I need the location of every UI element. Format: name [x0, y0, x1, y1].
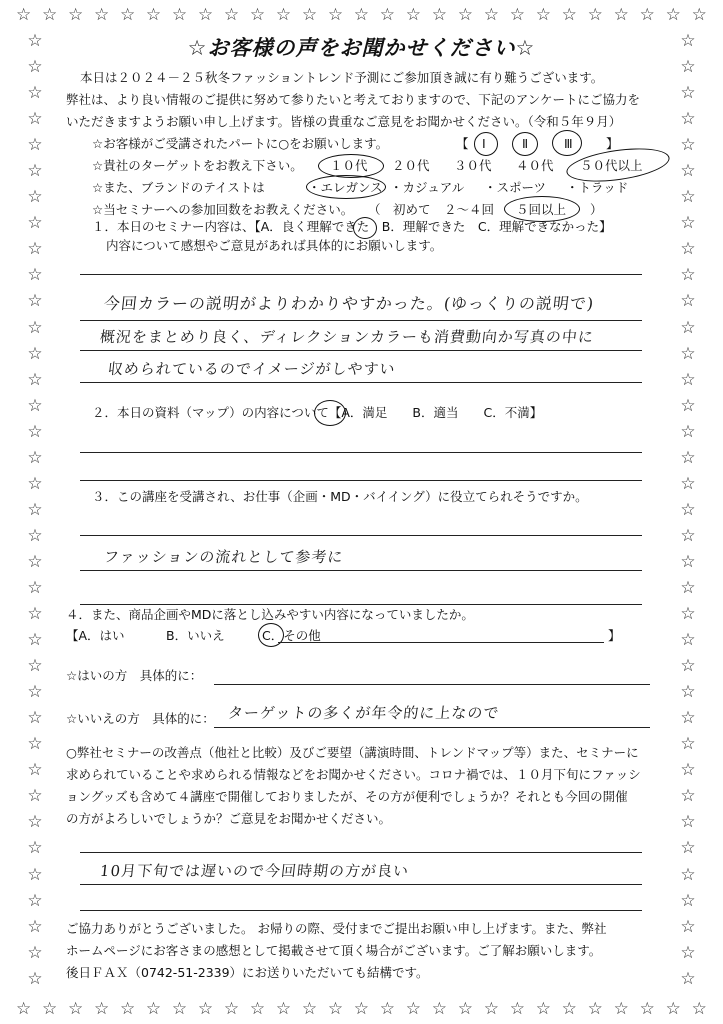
border-star-icon: ☆ — [27, 708, 43, 729]
border-star-icon: ☆ — [379, 5, 396, 25]
border-star-icon: ☆ — [680, 734, 696, 755]
visits-2-4[interactable]: ２～４回 — [444, 202, 495, 217]
border-star-icon: ☆ — [249, 999, 266, 1019]
border-star-icon: ☆ — [171, 999, 188, 1019]
border-star-icon: ☆ — [27, 83, 43, 104]
border-star-icon: ☆ — [680, 656, 696, 677]
border-star-icon: ☆ — [680, 109, 696, 130]
border-star-icon: ☆ — [67, 999, 84, 1019]
border-star-icon: ☆ — [680, 838, 696, 859]
border-star-icon: ☆ — [93, 999, 110, 1019]
border-star-icon: ☆ — [119, 5, 136, 25]
border-star-icon: ☆ — [431, 999, 447, 1019]
taste-elegance-circle-mark — [306, 175, 386, 199]
border-star-icon: ☆ — [27, 499, 43, 520]
border-star-icon: ☆ — [27, 161, 43, 182]
visits-5-plus[interactable]: ５回以上 — [516, 202, 567, 217]
q2-line-1 — [80, 452, 642, 453]
border-star-icon: ☆ — [680, 213, 696, 234]
border-star-icon: ☆ — [27, 760, 43, 781]
q5-line-a — [80, 852, 642, 853]
border-star-icon: ☆ — [27, 838, 43, 859]
target-40s[interactable]: ４０代 — [516, 158, 554, 173]
border-star-icon: ☆ — [27, 630, 43, 651]
q3-question: ３．この講座を受講され、お仕事（企画・MD・バイイング）に役立てられそうですか。 — [92, 489, 588, 504]
border-star-icon: ☆ — [680, 916, 696, 937]
border-star-icon: ☆ — [27, 604, 43, 625]
q4-other-line — [278, 642, 604, 643]
border-star-icon: ☆ — [587, 5, 603, 25]
border-star-icon: ☆ — [680, 708, 696, 729]
border-star-icon: ☆ — [535, 999, 551, 1019]
border-star-icon: ☆ — [680, 395, 696, 416]
border-star-icon: ☆ — [41, 999, 58, 1019]
border-star-icon: ☆ — [27, 369, 43, 390]
border-star-icon: ☆ — [680, 682, 696, 703]
border-star-icon: ☆ — [680, 499, 696, 520]
target-50s-plus[interactable]: ５０代以上 — [580, 158, 643, 173]
border-star-icon: ☆ — [680, 760, 696, 781]
border-star-icon: ☆ — [587, 999, 603, 1019]
q1-line-1 — [80, 274, 642, 275]
border-star-icon: ☆ — [680, 57, 696, 78]
border-star-icon: ☆ — [41, 5, 58, 25]
left-star-border — [24, 30, 46, 990]
border-star-icon: ☆ — [680, 864, 696, 885]
taste-sports[interactable]: ・スポーツ — [484, 180, 547, 195]
border-star-icon: ☆ — [680, 447, 696, 468]
border-star-icon: ☆ — [27, 291, 43, 312]
border-star-icon: ☆ — [680, 942, 696, 963]
q4-close: 】 — [608, 628, 621, 643]
border-star-icon: ☆ — [680, 369, 696, 390]
closing-line-3: 後日ＦＡＸ（0742-51-2339）にお送りいただいても結構です。 — [66, 965, 429, 980]
border-star-icon: ☆ — [680, 421, 696, 442]
border-star-icon: ☆ — [680, 31, 696, 51]
border-star-icon: ☆ — [613, 5, 629, 25]
border-star-icon: ☆ — [327, 5, 344, 25]
q3-answer: ファッションの流れとして参考に — [103, 548, 345, 566]
border-star-icon: ☆ — [680, 551, 696, 572]
border-star-icon: ☆ — [27, 577, 43, 598]
border-star-icon: ☆ — [27, 525, 43, 546]
border-star-icon: ☆ — [27, 942, 43, 963]
survey-title: ☆お客様の声をお聞かせください☆ — [187, 36, 536, 60]
q1-line-2 — [80, 320, 642, 321]
border-star-icon: ☆ — [223, 5, 240, 25]
q4-question: ４．また、商品企画やMDに落とし込みやすい内容になっていましたか。 — [66, 607, 474, 622]
q1-answer-line-1: 今回カラーの説明がよりわかりやすかった。(ゆっくりの説明で) — [102, 294, 596, 313]
q1-b-circle-mark — [353, 217, 377, 239]
border-star-icon: ☆ — [379, 999, 396, 1019]
border-star-icon: ☆ — [27, 239, 43, 260]
border-star-icon: ☆ — [639, 5, 655, 25]
border-star-icon: ☆ — [680, 577, 696, 598]
q1-answer-line-3: 収められているのでイメージがしやすい — [107, 360, 397, 378]
border-star-icon: ☆ — [119, 999, 136, 1019]
intro-line-1: 本日は２０２４－２５秋冬ファッショントレンド予測にご参加頂き誠に有り難うございます。 — [80, 70, 604, 85]
border-star-icon: ☆ — [613, 999, 629, 1019]
closing-line-2: ホームページにお客さまの感想として掲載させて頂く場合がございます。ご了解お願いします。 — [66, 943, 602, 958]
border-star-icon: ☆ — [680, 786, 696, 807]
border-star-icon: ☆ — [457, 999, 473, 1019]
q5-line-4: の方がよろしいでしょうか？ご意見をお聞かせください。 — [66, 811, 392, 826]
intro-line-2: 弊社は、より良い情報のご提供に努めて参りたいと考えておりますので、下記のアンケートにご協力を — [66, 92, 641, 107]
border-star-icon: ☆ — [680, 135, 696, 156]
border-star-icon: ☆ — [67, 5, 84, 25]
border-star-icon: ☆ — [27, 786, 43, 807]
q5-answer: 10月下旬では遅いので今回時期の方が良い — [99, 862, 410, 880]
border-star-icon: ☆ — [680, 630, 696, 651]
target-10s[interactable]: １０代 — [330, 158, 368, 173]
border-star-icon: ☆ — [197, 999, 214, 1019]
border-star-icon: ☆ — [27, 187, 43, 208]
border-star-icon: ☆ — [680, 525, 696, 546]
q2-line-2 — [80, 480, 642, 481]
part-label: ☆お客様がご受講されたパートに○をお願いします。 — [92, 136, 389, 151]
border-star-icon: ☆ — [353, 5, 370, 25]
border-star-icon: ☆ — [680, 291, 696, 312]
border-star-icon: ☆ — [27, 551, 43, 572]
border-star-icon: ☆ — [27, 447, 43, 468]
q5-line-c — [80, 910, 642, 911]
border-star-icon: ☆ — [27, 864, 43, 885]
border-star-icon: ☆ — [27, 656, 43, 677]
border-star-icon: ☆ — [483, 5, 499, 25]
q4-c-circle-mark — [258, 623, 284, 647]
q5-line-3: ョングッズも含めて４講座で開催しておりましたが、その方が便利でしょうか？それとも今回の開催 — [66, 789, 628, 804]
q4-option-yes[interactable]: 【A．はい — [66, 628, 125, 643]
border-star-icon: ☆ — [509, 999, 525, 1019]
q4-option-other[interactable]: C．その他 — [262, 628, 321, 643]
border-star-icon: ☆ — [509, 5, 525, 25]
border-star-icon: ☆ — [301, 999, 318, 1019]
border-star-icon: ☆ — [680, 265, 696, 286]
q1-question: １．本日のセミナー内容は、【A．良く理解できた B．理解できた C．理解できなかった】 — [92, 219, 612, 234]
q4-no-line — [214, 727, 650, 728]
q4-yes-label: ☆はいの方 具体的に： — [66, 668, 203, 683]
q2-a-circle-mark — [314, 400, 346, 426]
border-star-icon: ☆ — [680, 343, 696, 364]
border-star-icon: ☆ — [27, 916, 43, 937]
border-star-icon: ☆ — [680, 473, 696, 494]
border-star-icon: ☆ — [27, 734, 43, 755]
right-star-border — [677, 30, 699, 990]
border-star-icon: ☆ — [405, 5, 422, 25]
top-star-border — [0, 4, 723, 26]
visits-close: ） — [590, 202, 603, 217]
border-star-icon: ☆ — [27, 57, 43, 78]
border-star-icon: ☆ — [535, 5, 551, 25]
q2-question: ２．本日の資料（マップ）の内容について【A．満足 B．適当 C．不満】 — [92, 405, 543, 420]
taste-casual[interactable]: ・カジュアル — [390, 180, 465, 195]
border-star-icon: ☆ — [27, 682, 43, 703]
border-star-icon: ☆ — [27, 31, 43, 51]
border-star-icon: ☆ — [93, 5, 110, 25]
border-star-icon: ☆ — [665, 5, 681, 25]
border-star-icon: ☆ — [327, 999, 344, 1019]
part-option-2[interactable]: Ⅱ — [522, 136, 529, 151]
border-star-icon: ☆ — [275, 999, 292, 1019]
border-star-icon: ☆ — [145, 5, 162, 25]
border-star-icon: ☆ — [691, 999, 707, 1019]
q3-line-1 — [80, 535, 642, 536]
border-star-icon: ☆ — [561, 999, 577, 1019]
border-star-icon: ☆ — [27, 135, 43, 156]
part-close: 】 — [606, 136, 619, 151]
target-label: ☆貴社のターゲットをお教え下さい。 — [92, 158, 303, 173]
target-20s[interactable]: ２０代 — [392, 158, 430, 173]
border-star-icon: ☆ — [680, 604, 696, 625]
border-star-icon: ☆ — [483, 999, 499, 1019]
border-star-icon: ☆ — [27, 812, 43, 833]
border-star-icon: ☆ — [249, 5, 266, 25]
q4-yes-line — [214, 684, 650, 685]
border-star-icon: ☆ — [223, 999, 240, 1019]
border-star-icon: ☆ — [680, 239, 696, 260]
q4-no-label: ☆いいえの方 具体的に： — [66, 711, 215, 726]
border-star-icon: ☆ — [27, 213, 43, 234]
part-open: 【 — [456, 136, 469, 151]
part-option-3[interactable]: Ⅲ — [564, 136, 573, 151]
border-star-icon: ☆ — [16, 5, 32, 25]
border-star-icon: ☆ — [353, 999, 370, 1019]
q5-line-2: 求められていることや求められる情報などをお聞かせください。コロナ禍では、１０月下旬にファッシ — [66, 767, 641, 782]
border-star-icon: ☆ — [680, 812, 696, 833]
q4-no-answer: ターゲットの多くが年令的に上なので — [227, 704, 501, 722]
q3-line-2 — [80, 570, 642, 571]
border-star-icon: ☆ — [431, 5, 447, 25]
part-1-circle-mark — [474, 132, 498, 156]
taste-trad[interactable]: ・トラッド — [566, 180, 629, 195]
border-star-icon: ☆ — [680, 83, 696, 104]
q3-line-3 — [80, 604, 642, 605]
taste-label: ☆また、ブランドのテイストは — [92, 180, 265, 195]
q1-answer-line-2: 概況をまとめり良く、ディレクションカラーも消費動向か写真の中に — [99, 328, 595, 346]
border-star-icon: ☆ — [561, 5, 577, 25]
visits-first[interactable]: （ 初めて — [368, 202, 431, 217]
part-option-1[interactable]: Ⅰ — [482, 136, 486, 151]
q1-sub: 内容について感想やご意見があれば具体的にお願いします。 — [106, 238, 443, 253]
closing-line-1: ご協力ありがとうございました。 お帰りの際、受付までご提出お願い申し上げます。また、弊社 — [66, 921, 607, 936]
border-star-icon: ☆ — [680, 317, 696, 338]
border-star-icon: ☆ — [665, 999, 681, 1019]
border-star-icon: ☆ — [680, 187, 696, 208]
border-star-icon: ☆ — [680, 890, 696, 911]
border-star-icon: ☆ — [27, 968, 43, 989]
border-star-icon: ☆ — [680, 161, 696, 182]
border-star-icon: ☆ — [27, 109, 43, 130]
q1-line-3 — [80, 350, 642, 351]
border-star-icon: ☆ — [405, 999, 422, 1019]
bottom-star-border — [0, 998, 723, 1020]
border-star-icon: ☆ — [639, 999, 655, 1019]
visits-label: ☆当セミナーへの参加回数をお教えください。 — [92, 202, 354, 217]
border-star-icon: ☆ — [691, 5, 707, 25]
border-star-icon: ☆ — [27, 317, 43, 338]
border-star-icon: ☆ — [27, 421, 43, 442]
border-star-icon: ☆ — [16, 999, 32, 1019]
target-30s[interactable]: ３０代 — [454, 158, 492, 173]
taste-elegance[interactable]: ・エレガンス — [308, 180, 383, 195]
q5-line-1: ○弊社セミナーの改善点（他社と比較）及びご要望（講演時間、トレンドマップ等）また、セミナーに — [66, 745, 639, 760]
q5-line-b — [80, 884, 642, 885]
border-star-icon: ☆ — [171, 5, 188, 25]
part-2-circle-mark — [512, 132, 538, 156]
border-star-icon: ☆ — [27, 265, 43, 286]
border-star-icon: ☆ — [301, 5, 318, 25]
part-3-circle-mark — [552, 130, 582, 156]
border-star-icon: ☆ — [680, 968, 696, 989]
q4-option-no[interactable]: B．いいえ — [166, 628, 225, 643]
border-star-icon: ☆ — [457, 5, 473, 25]
border-star-icon: ☆ — [27, 473, 43, 494]
border-star-icon: ☆ — [145, 999, 162, 1019]
intro-line-3: いただきますようお願い申し上げます。皆様の貴重なご意見をお聞かせください。（令和５年９月） — [66, 114, 622, 129]
border-star-icon: ☆ — [275, 5, 292, 25]
border-star-icon: ☆ — [27, 395, 43, 416]
border-star-icon: ☆ — [27, 890, 43, 911]
q1-line-4 — [80, 382, 642, 383]
border-star-icon: ☆ — [27, 343, 43, 364]
border-star-icon: ☆ — [197, 5, 214, 25]
